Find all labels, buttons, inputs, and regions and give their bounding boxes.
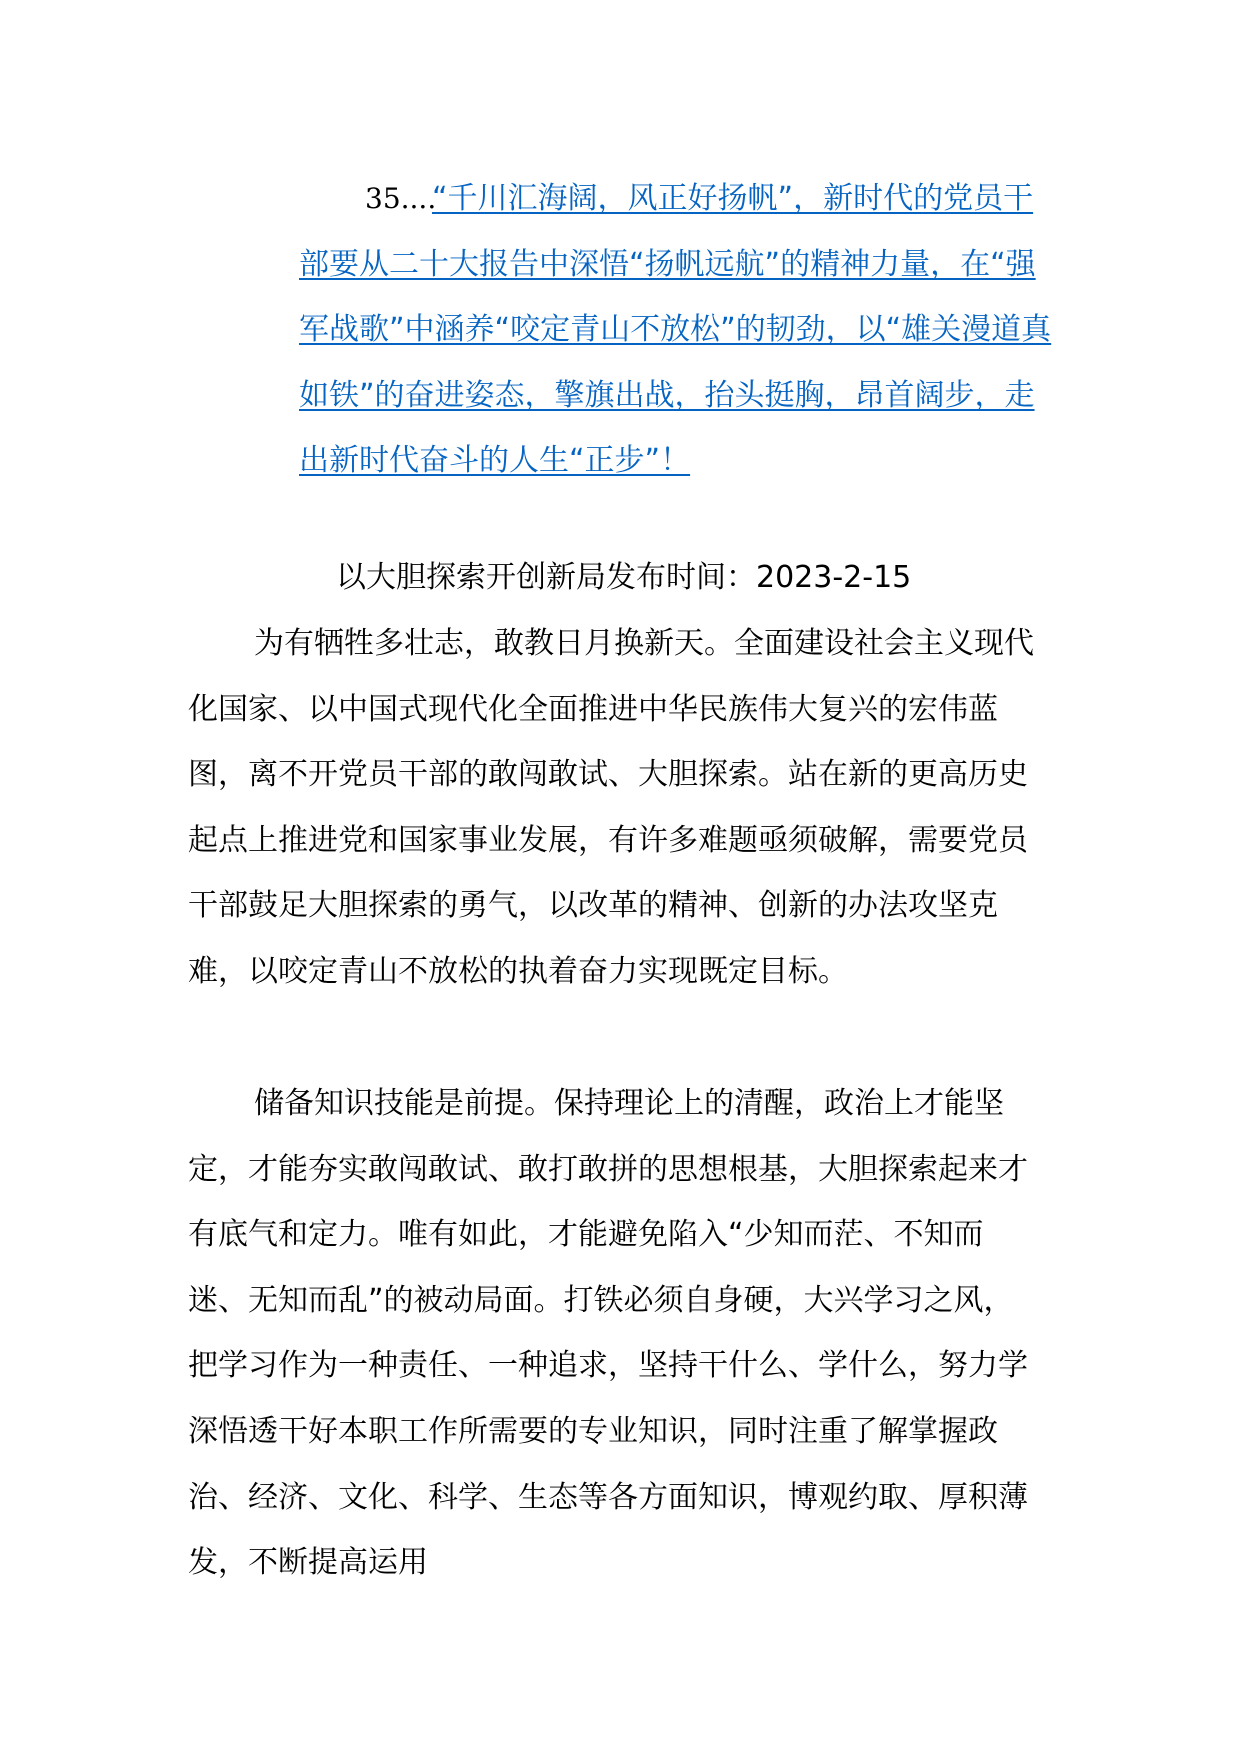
- toc-entry-link[interactable]: “千川汇海阔，风正好扬帆”，新时代的党员干部要从二十大报告中深悟“扬帆远航”的精神力量，在“强军战歌”中涵养“咬定青山不放松”的韧劲，以“雄关漫道真如铁”的奋进姿态，擎旗出战，抬头挺胸，昂首阔步，走出新时代奋斗的人生“正步”！: [299, 181, 1052, 479]
- body-paragraph: 为有牺牲多壮志，敢教日月换新天。全面建设社会主义现代化国家、以中国式现代化全面推进中华民族伟大复兴的宏伟蓝图，离不开党员干部的敢闯敢试、大胆探索。站在新的更高历史起点上推进党和国家事业发展，有许多难题亟须破解，需要党员干部鼓足大胆探索的勇气，以改革的精神、创新的办法攻坚克难，以咬定青山不放松的执着奋力实现既定目标。: [188, 626, 1034, 989]
- toc-entry-number: 35....: [365, 182, 437, 215]
- toc-entry: [299, 166, 1059, 494]
- article-title-and-date: 以大胆探索开创新局发布时间：2023-2-15: [336, 560, 912, 595]
- body-paragraph: 储备知识技能是前提。保持理论上的清醒，政治上才能坚定，才能夯实敢闯敢试、敢打敢拼的思想根基，大胆探索起来才有底气和定力。唯有如此，才能避免陷入“少知而茫、不知而迷、无知而乱”的被动局面。打铁必须自身硬，大兴学习之风，把学习作为一种责任、一种追求，坚持干什么、学什么，努力学深悟透干好本职工作所需要的专业知识，同时注重了解掌握政治、经济、文化、科学、生态等各方面知识，博观约取、厚积薄发，不断提高运用: [188, 1086, 1028, 1581]
